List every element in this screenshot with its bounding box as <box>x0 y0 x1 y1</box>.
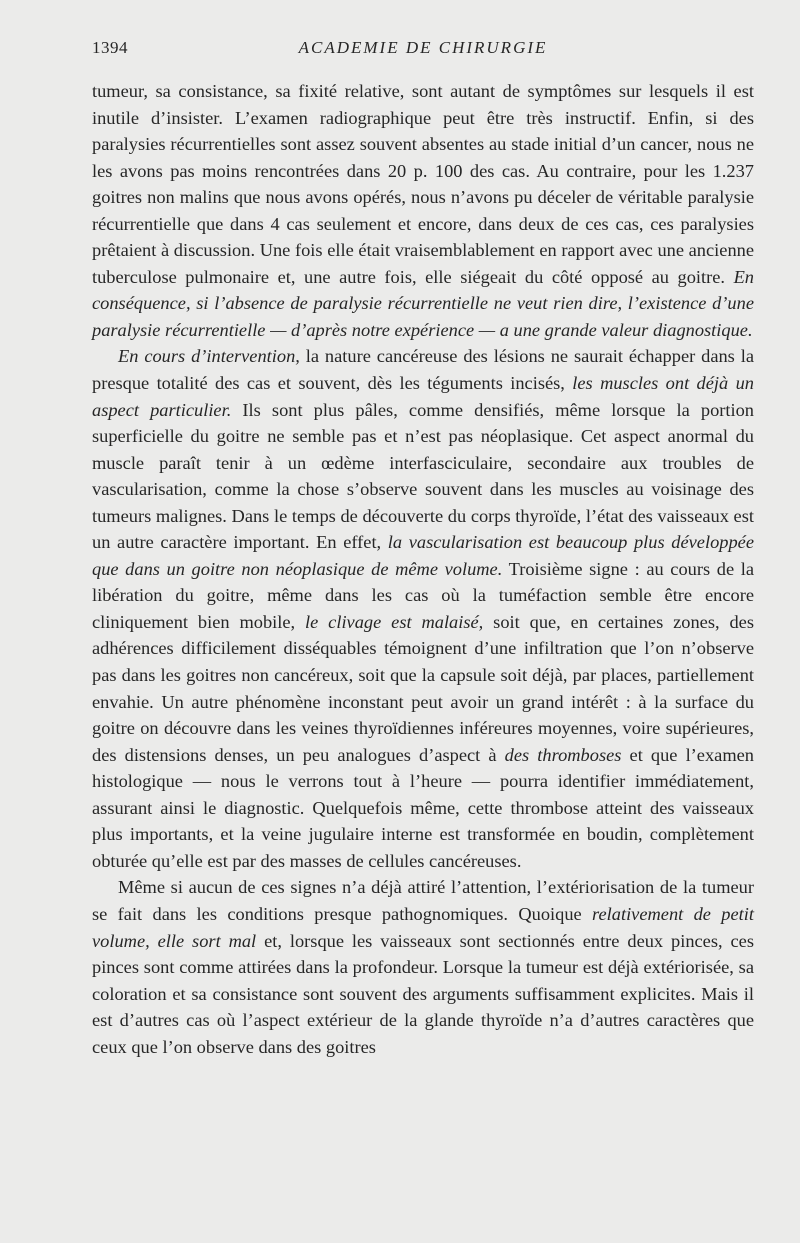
paragraph-3-text-2: et, lorsque les vaisseaux sont sectionnés entre deux pinces, ces pinces sont comme attirées dans la profondeur. Lorsque la tumeur est déjà extériorisée, sa coloration et sa consistance sont souvent des arguments suffisamment explicites. Mais il est d’autres cas où l’aspect extérieur de la glande thyroïde n’a d’autres caractères que ceux que l’on observe dans des goitres <box>92 930 754 1057</box>
paragraph-2-text-5: et que l’examen histologique — nous le verrons tout à l’heure — pourra identifier immédiatement, assurant ainsi le diagnostic. Quelquefois même, cette thrombose atteint des vaisseaux plus importants, et la veine jugulaire interne est transformée en boudin, complètement obturée qu’elle est par des masses de cellules cancéreuses. <box>92 744 754 871</box>
paragraph-2-emphasis-2: les muscles ont déjà un aspect particulier. <box>92 373 754 420</box>
paragraph-3 <box>92 874 754 1060</box>
paragraph-1 <box>92 78 754 343</box>
paragraph-2-emphasis-1: En cours d’intervention, <box>118 346 300 367</box>
paragraph-2-text-2: Ils sont plus pâles, comme densifiés, même lorsque la portion superficielle du goitre ne semble pas et n’est pas néoplasique. Cet aspect anormal du muscle paraît tenir à un œdème interfasciculaire, secondaire aux troubles de vascularisation, comme la chose s’observe souvent dans les muscles au voisinage des tumeurs malignes. Dans le temps de découverte du corps thyroïde, l’état des vaisseaux est un autre caractère important. En effet, <box>92 399 754 553</box>
paragraph-2 <box>92 343 754 874</box>
body-text <box>92 78 754 1060</box>
paragraph-3-text-1: Même si aucun de ces signes n’a déjà attiré l’attention, l’extériorisation de la tumeur se fait dans les conditions presque pathognomiques. Quoique <box>92 877 754 924</box>
paragraph-2-emphasis-3: la vascularisation est beaucoup plus développée que dans un goitre non néoplasique de même volume. <box>92 532 754 579</box>
page-number: 1394 <box>92 38 128 57</box>
paragraph-1-emphasis-1: En conséquence, si l’absence de paralysie récurrentielle ne veut rien dire, l’existence d’une paralysie récurrentielle — d’après notre expérience — a une grande valeur diagnostique. <box>92 266 754 340</box>
paragraph-3-emphasis-1: relativement de petit volume, elle sort mal <box>92 903 754 951</box>
paragraph-2-text-1: la nature cancéreuse des lésions ne saurait échapper dans la presque totalité des cas et souvent, dès les téguments incisés, <box>92 346 754 394</box>
running-head <box>92 38 754 62</box>
paragraph-2-text-4: soit que, en certaines zones, des adhérences difficilement disséquables témoignent d’une infiltration que l’on n’observe pas dans les goitres non cancéreux, soit que la capsule soit déjà, par places, partiellement envahie. Un autre phénomène inconstant peut avoir un grand intérêt : à la surface du goitre on découvre dans les veines thyroïdiennes inféreures moyennes, voire supérieures, des distensions denses, un peu analogues d’aspect à <box>92 611 754 765</box>
paragraph-1-text-1: tumeur, sa consistance, sa fixité relative, sont autant de symptômes sur lesquels il est inutile d’insister. L’examen radiographique peut être très instructif. Enfin, si des paralysies récurrentielles sont assez souvent absentes au stade initial d’un cancer, nous ne les avons pas moins rencontrées dans 20 p. 100 des cas. Au contraire, pour les 1.237 goitres non malins que nous avons opérés, nous n’avons pu déceler de véritable paralysie récurrentielle que dans 4 cas seulement et encore, dans deux de ces cas, ces paralysies prêtaient à discussion. Une fois elle était vraisemblablement en rapport avec une ancienne tuberculose pulmonaire et, une autre fois, elle siégeait du côté opposé au goitre. <box>92 81 754 287</box>
paragraph-2-emphasis-5: des thromboses <box>504 744 622 765</box>
paragraph-2-text-3: Troisième signe : au cours de la libération du goitre, même dans les cas où la tuméfaction semble être encore cliniquement bien mobile, <box>92 558 755 632</box>
journal-title: ACADEMIE DE CHIRURGIE <box>298 38 548 57</box>
paragraph-2-emphasis-4: le clivage est malaisé, <box>305 611 484 632</box>
